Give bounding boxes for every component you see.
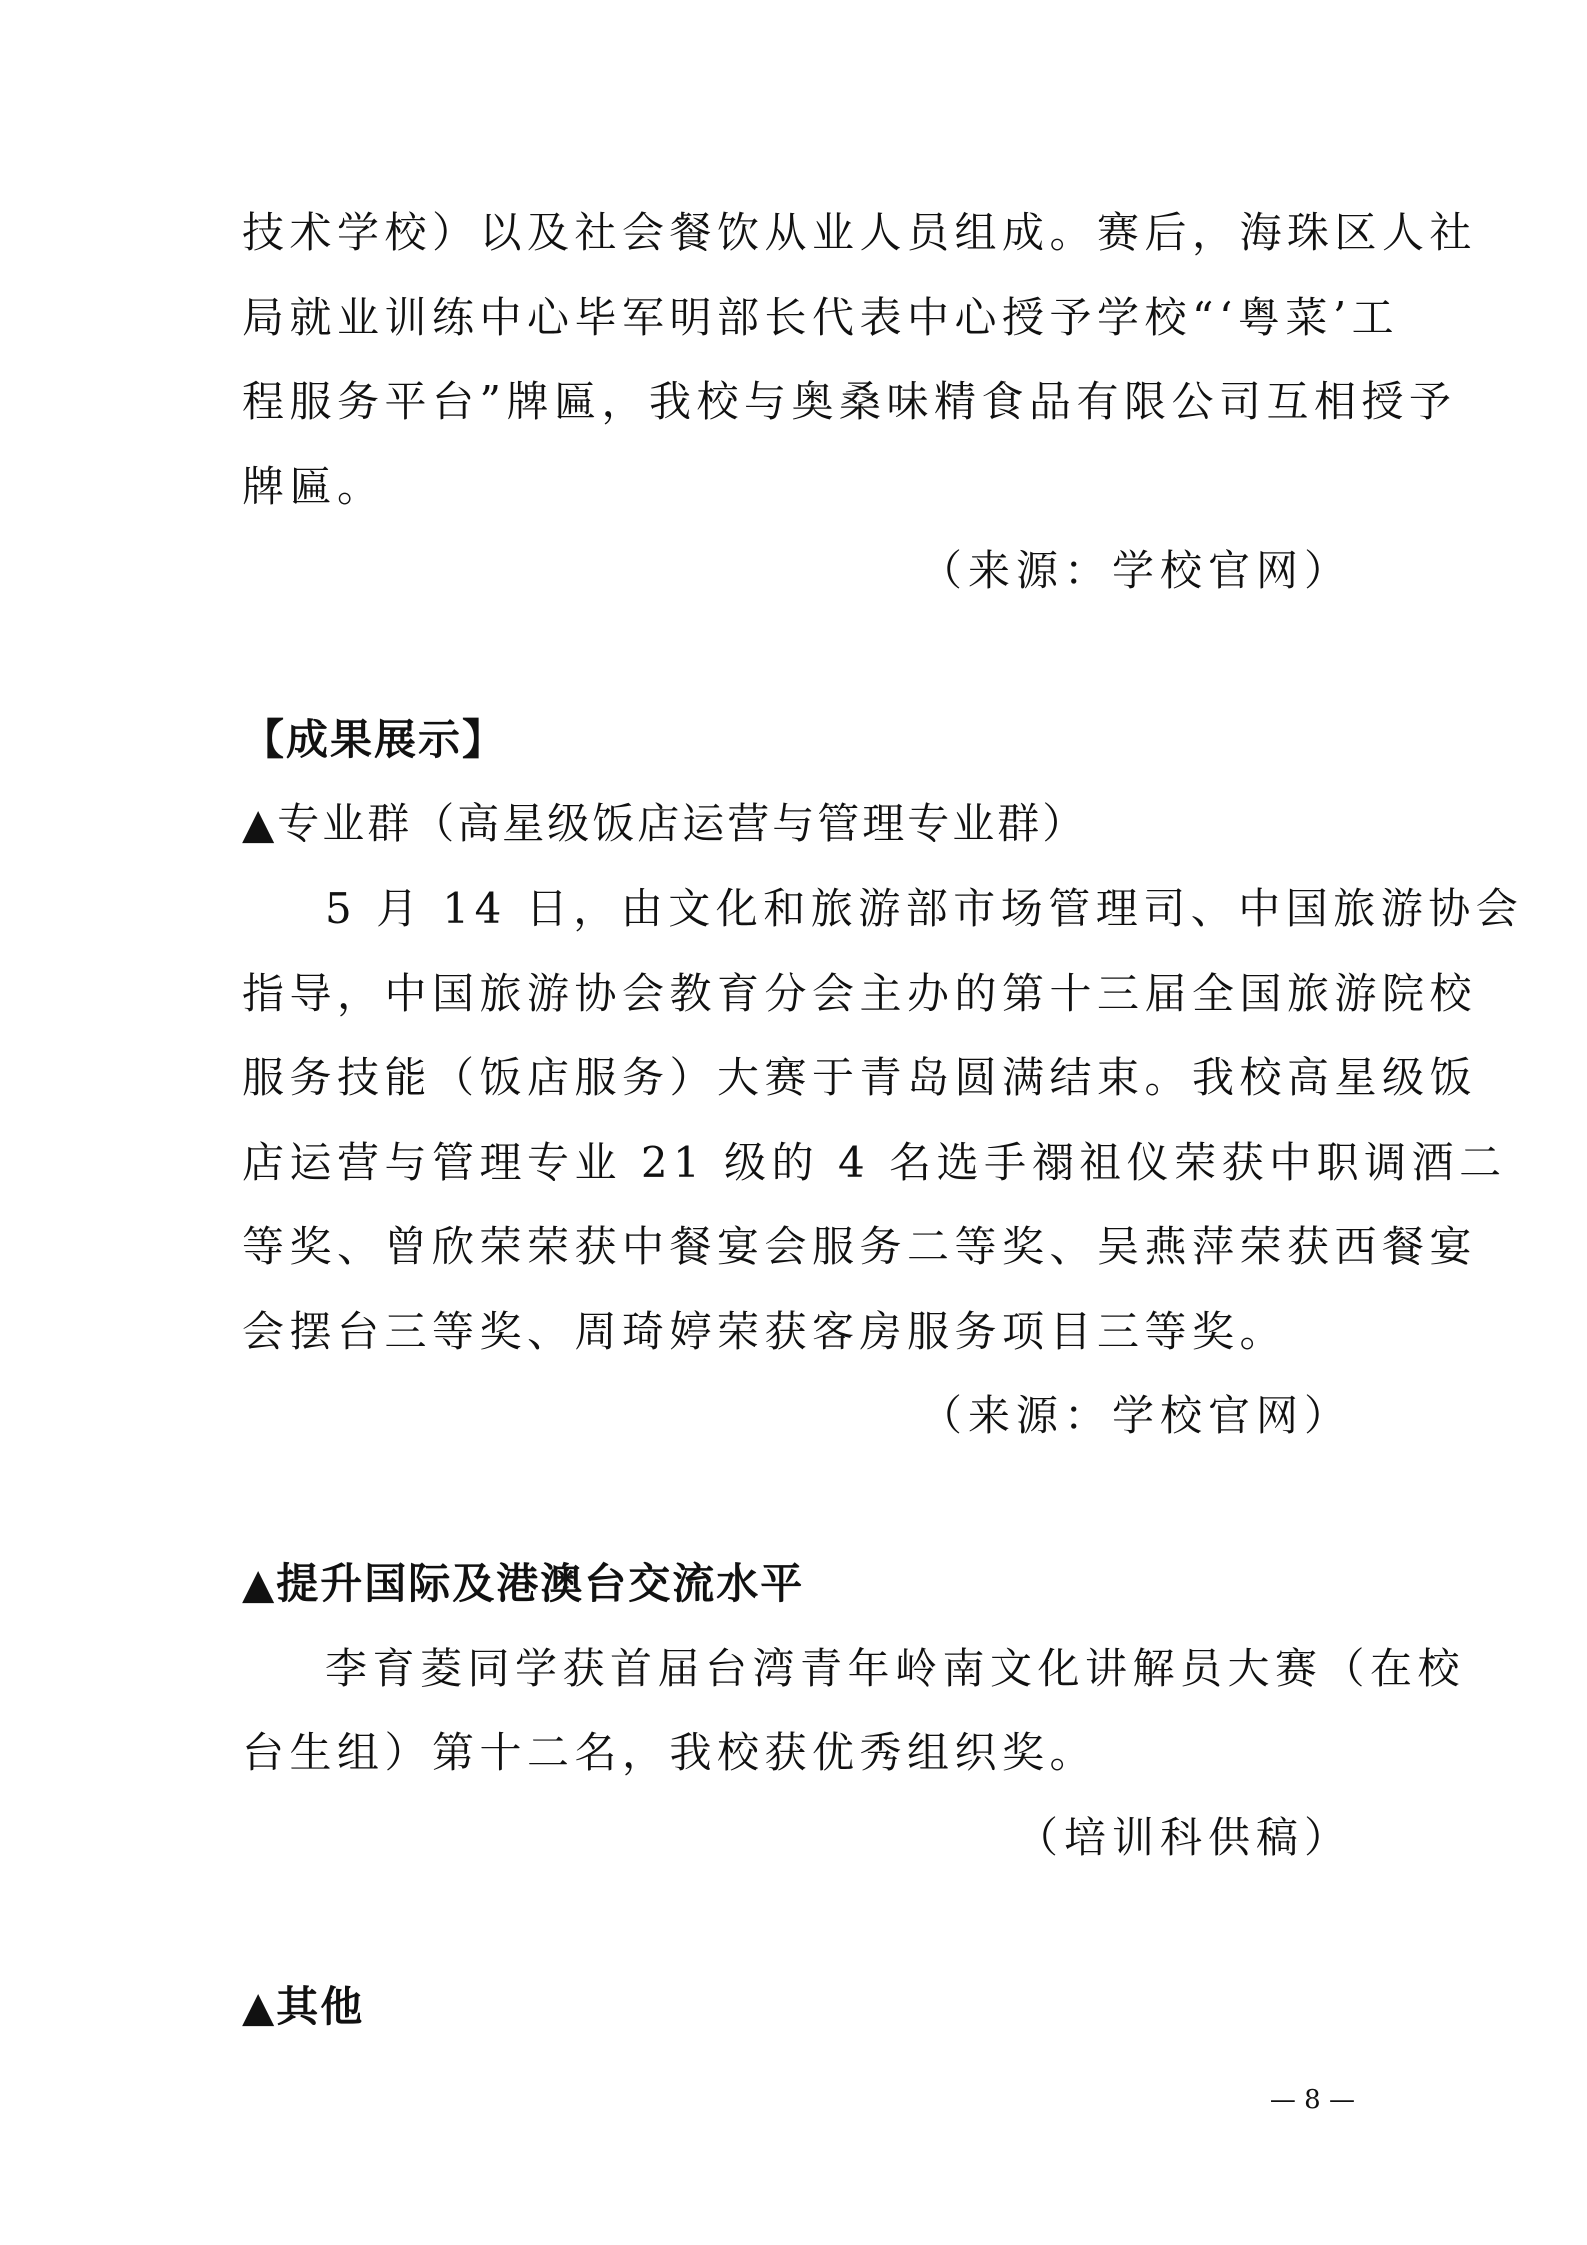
- intro-line-4: 牌匾。: [242, 462, 385, 511]
- intro-source: （来源：学校官网）: [919, 546, 1352, 595]
- international-heading: ▲提升国际及港澳台交流水平: [242, 1559, 805, 1608]
- international-source: （培训科供稿）: [1015, 1813, 1352, 1862]
- page-number: — 8 —: [1269, 2085, 1355, 2115]
- group-line-2: 指导，中国旅游协会教育分会主办的第十三届全国旅游院校: [242, 969, 1478, 1018]
- group-source: （来源：学校官网）: [919, 1391, 1352, 1440]
- other-heading: ▲其他: [242, 1982, 365, 2031]
- group-line-5: 等奖、曾欣荣荣获中餐宴会服务二等奖、吴燕萍荣获西餐宴: [242, 1222, 1478, 1271]
- group-line-4: 店运营与管理专业 21 级的 4 名选手禤祖仪荣获中职调酒二: [242, 1138, 1507, 1187]
- group-line-3: 服务技能（饭店服务）大赛于青岛圆满结束。我校高星级饭: [242, 1053, 1478, 1102]
- group-line-1: 5 月 14 日，由文化和旅游部市场管理司、中国旅游协会: [325, 884, 1524, 933]
- section-title: 【成果展示】: [242, 715, 507, 764]
- international-line-2: 台生组）第十二名，我校获优秀组织奖。: [242, 1728, 1098, 1777]
- group-heading: ▲专业群（高星级饭店运营与管理专业群）: [242, 799, 1088, 848]
- intro-line-2: 局就业训练中心毕军明部长代表中心授予学校“‘粤菜’工: [242, 293, 1400, 342]
- intro-line-1: 技术学校）以及社会餐饮从业人员组成。赛后，海珠区人社: [242, 208, 1478, 257]
- group-line-6: 会摆台三等奖、周琦婷荣获客房服务项目三等奖。: [242, 1307, 1288, 1356]
- intro-line-3: 程服务平台”牌匾，我校与奥桑味精食品有限公司互相授予: [242, 377, 1457, 426]
- international-line-1: 李育菱同学获首届台湾青年岭南文化讲解员大赛（在校: [325, 1644, 1466, 1693]
